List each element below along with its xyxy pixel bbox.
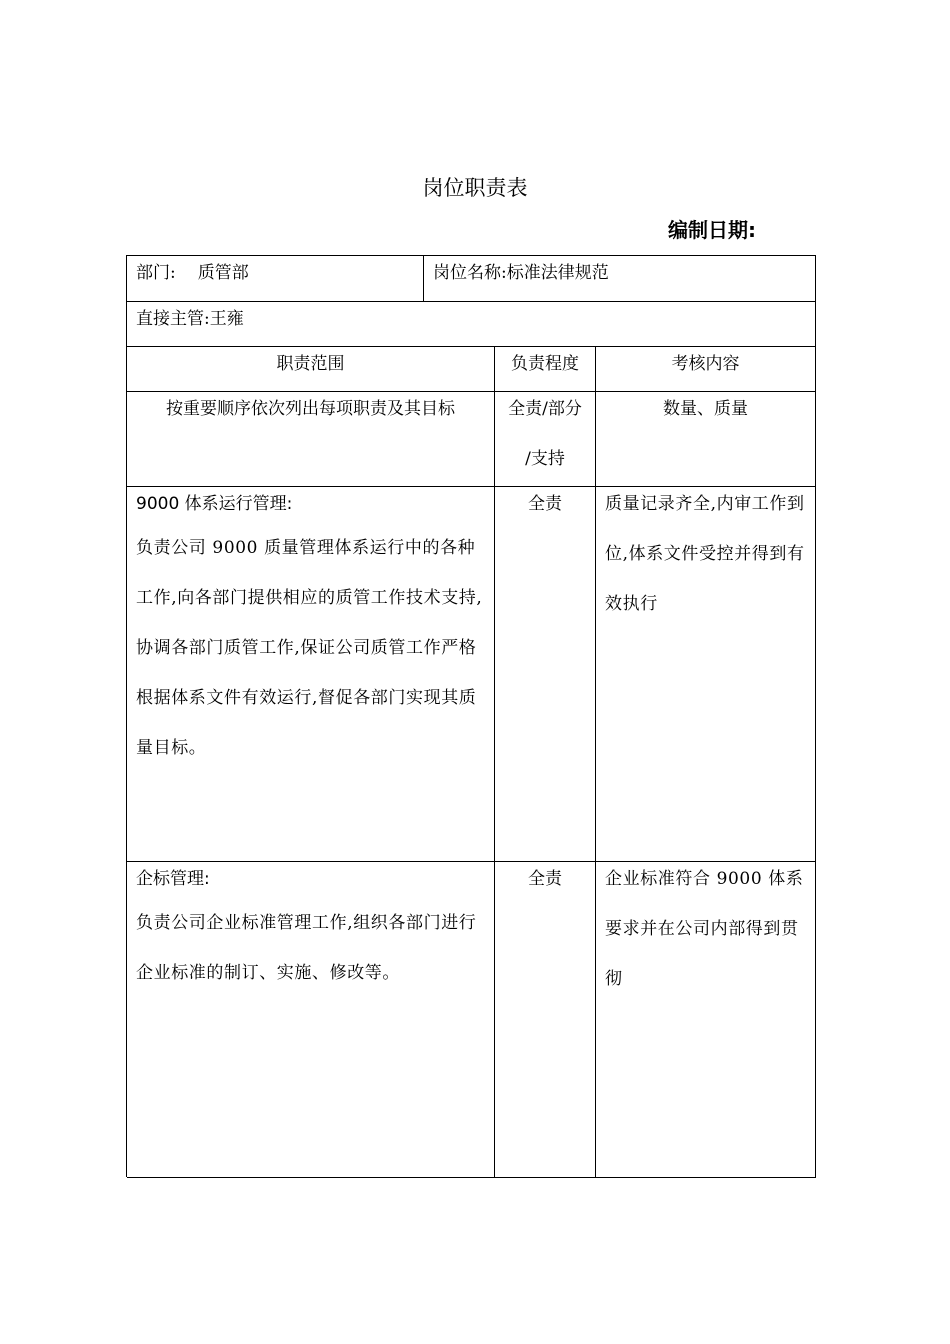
duty-1-heading: 9000 体系运行管理: — [136, 494, 293, 514]
department-value: 质管部 — [197, 263, 249, 283]
scope-subheader-text: 按重要顺序依次列出每项职责及其目标 — [166, 399, 455, 419]
assessment-subheader — [596, 392, 816, 487]
duty-1-scope — [127, 487, 495, 862]
assessment-header-text: 考核内容 — [671, 354, 740, 374]
assessment-header — [596, 347, 816, 392]
duty-2-assessment — [596, 862, 816, 1178]
document-title: 岗位职责表 — [422, 176, 528, 200]
assessment-subheader-text: 数量、质量 — [663, 399, 748, 419]
scope-header — [127, 347, 495, 392]
supervisor-value: 直接主管:王雍 — [136, 309, 244, 329]
degree-subheader — [495, 392, 596, 487]
duty-2-scope — [127, 862, 495, 1178]
duty-2-heading: 企标管理: — [136, 869, 210, 889]
duty-1-degree — [495, 487, 596, 862]
degree-header-text: 负责程度 — [511, 354, 579, 374]
duty-2-assessment-text: 企业标准符合 9000 体系要求并在公司内部得到贯彻 — [605, 869, 804, 989]
scope-header-text: 职责范围 — [276, 354, 345, 374]
duty-table — [126, 255, 816, 1177]
duty-2-degree — [495, 862, 596, 1178]
department-cell — [127, 256, 424, 302]
position-name: 岗位名称:标准法律规范 — [433, 263, 609, 283]
supervisor-cell — [127, 302, 816, 347]
degree-subheader-line2: /支持 — [525, 449, 565, 469]
duty-1-assessment — [596, 487, 816, 862]
duty-2-body: 负责公司企业标准管理工作,组织各部门进行企业标准的制订、实施、修改等。 — [136, 913, 477, 983]
duty-2-degree-text: 全责 — [528, 869, 562, 889]
duty-1-assessment-text: 质量记录齐全,内审工作到位,体系文件受控并得到有效执行 — [605, 494, 805, 614]
scope-subheader — [127, 392, 495, 487]
duty-1-degree-text: 全责 — [528, 494, 562, 514]
degree-subheader-line1: 全责/部分 — [508, 399, 582, 419]
duty-1-body: 负责公司 9000 质量管理体系运行中的各种工作,向各部门提供相应的质管工作技术支持,协调各部门质管工作,保证公司质管工作严格根据体系文件有效运行,督促各部门实现其质量目标。 — [136, 538, 483, 758]
position-cell — [424, 256, 816, 302]
department-label: 部门: — [136, 263, 176, 283]
degree-header — [495, 347, 596, 392]
date-label: 编制日期: — [668, 218, 756, 242]
